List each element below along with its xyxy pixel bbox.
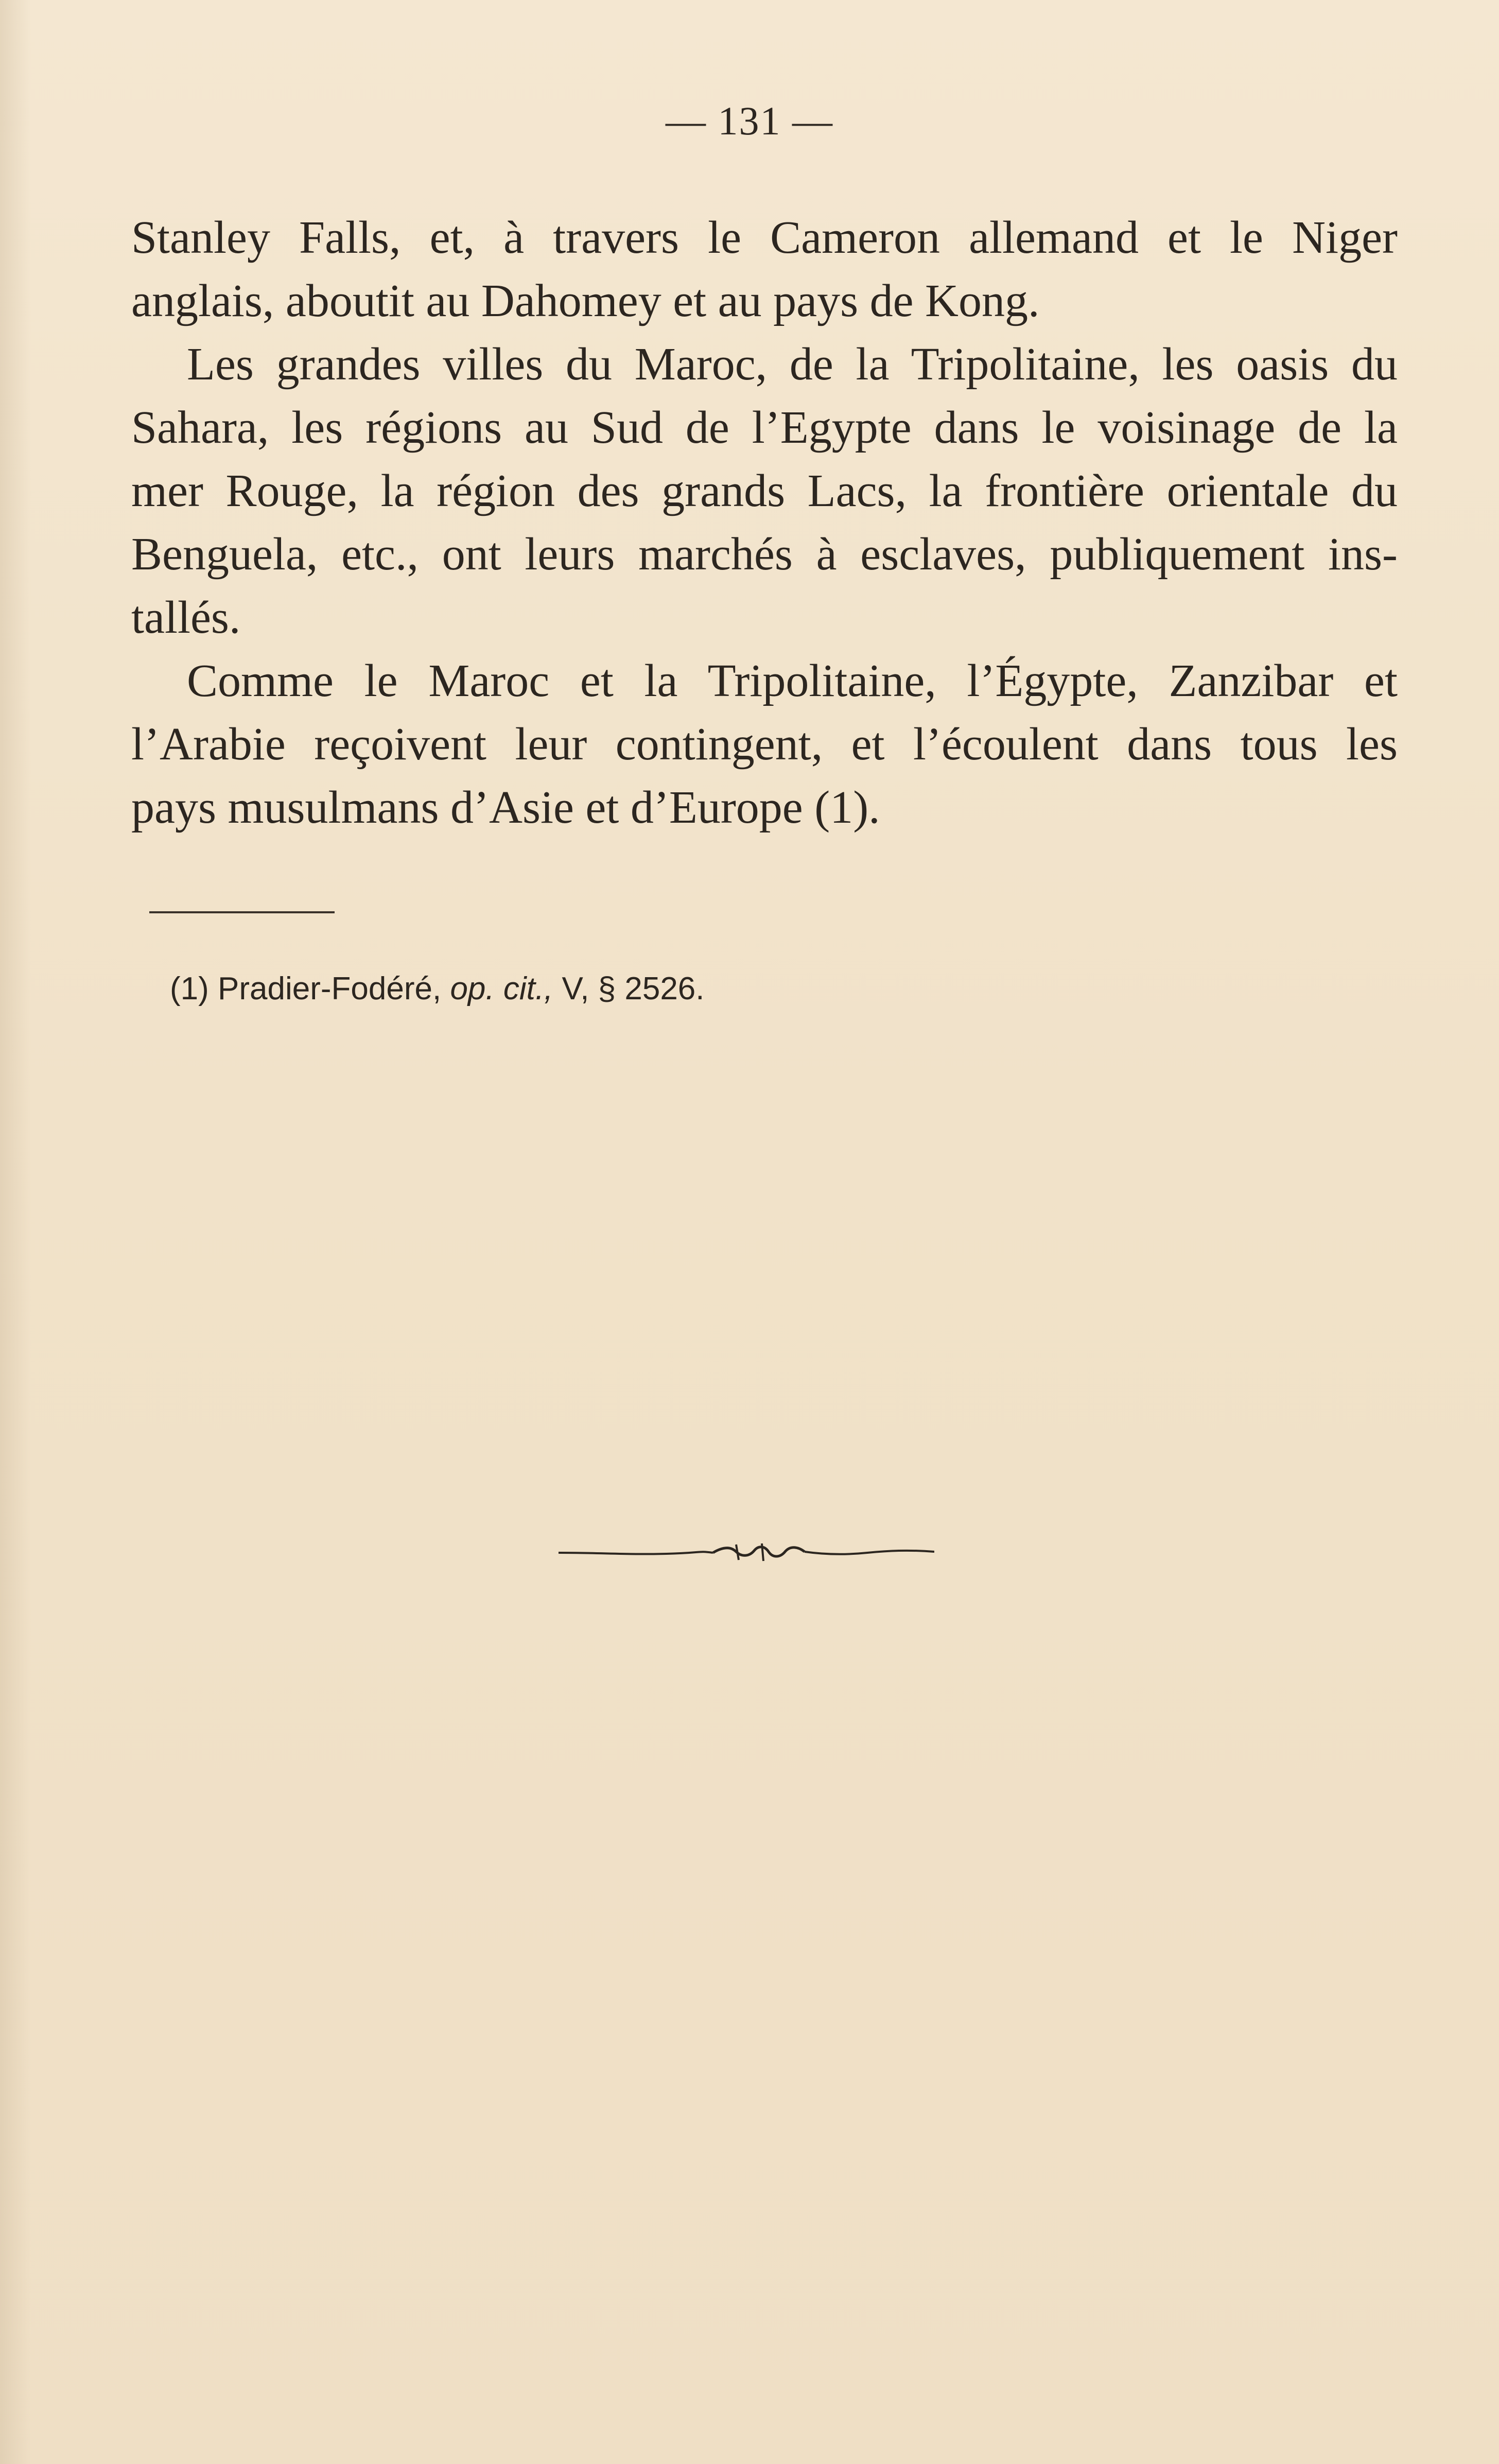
text-line: Sahara, les régions au Sud de l’Egypte dans le voisinage de la	[131, 402, 1398, 453]
footnote-divider	[149, 911, 335, 913]
text-line: Comme le Maroc et la Tripolitaine, l’Égypte, Zanzibar et	[187, 655, 1398, 706]
text-line: tallés.	[131, 592, 241, 643]
footnote-reference: V, § 2526.	[562, 971, 705, 1007]
end-ornament-icon	[559, 1539, 934, 1565]
text-line: pays musulmans d’Asie et d’Europe (1).	[131, 782, 880, 833]
body-text	[131, 206, 1398, 839]
text-line: l’Arabie reçoivent leur contingent, et l’écoulent dans tous les	[131, 719, 1398, 770]
footnote	[170, 970, 705, 1007]
text-line: anglais, aboutit au Dahomey et au pays de Kong.	[131, 275, 1040, 326]
text-line: Benguela, etc., ont leurs marchés à esclaves, publiquement ins-	[131, 529, 1398, 580]
text-line: Les grandes villes du Maroc, de la Tripolitaine, les oasis du	[187, 339, 1398, 390]
page-number: — 131 —	[666, 98, 833, 143]
paragraph-2	[131, 333, 1398, 649]
paragraph-1	[131, 206, 1398, 333]
footnote-author: Pradier-Fodéré,	[218, 971, 442, 1007]
footnote-work: op. cit.,	[450, 971, 553, 1007]
footnote-marker: (1)	[170, 971, 209, 1007]
text-line: Stanley Falls, et, à travers le Cameron allemand et le Niger	[131, 212, 1398, 263]
paragraph-3	[131, 649, 1398, 839]
text-line: mer Rouge, la région des grands Lacs, la frontière orientale du	[131, 465, 1398, 516]
